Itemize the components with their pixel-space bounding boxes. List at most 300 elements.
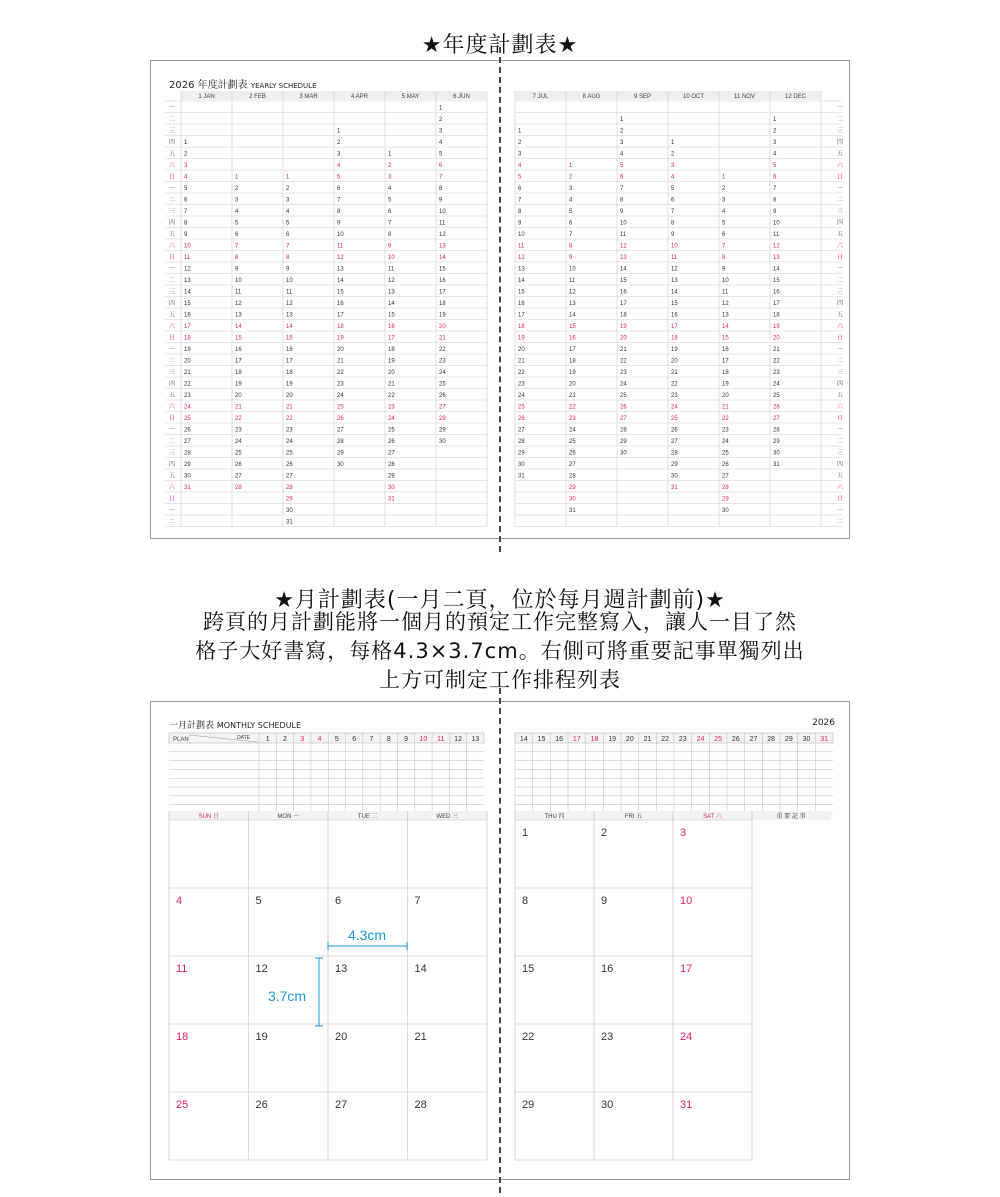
date-number: 2 xyxy=(620,128,624,135)
date-number: 13 xyxy=(439,243,446,250)
date-number: 23 xyxy=(569,416,576,422)
month-header: 11 NOV xyxy=(734,94,755,100)
date-number: 26 xyxy=(671,427,678,434)
date-number: 1 xyxy=(569,163,573,169)
plan-day: 23 xyxy=(678,736,687,743)
weekday-label: 三 xyxy=(169,209,176,215)
calendar-date: 21 xyxy=(414,1031,427,1043)
date-number: 7 xyxy=(620,186,624,192)
date-number: 25 xyxy=(337,404,344,411)
date-number: 25 xyxy=(286,450,293,457)
date-number: 17 xyxy=(620,301,627,307)
weekday-label: 日 xyxy=(169,335,176,342)
weekday-label: 日 xyxy=(169,496,176,503)
date-number: 13 xyxy=(671,278,678,284)
date-number: 31 xyxy=(518,473,525,480)
date-number: 9 xyxy=(722,266,726,273)
monthly-right-page xyxy=(503,702,848,1179)
date-number: 8 xyxy=(184,220,188,227)
date-number: 4 xyxy=(439,140,443,146)
date-number: 27 xyxy=(337,427,344,434)
date-number: 20 xyxy=(439,324,446,330)
date-number: 28 xyxy=(518,439,525,445)
weekday-label: 四 xyxy=(837,220,844,227)
notes-header: 重 要 記 事 xyxy=(776,814,806,820)
date-number: 9 xyxy=(518,220,522,227)
date-number: 18 xyxy=(773,312,780,319)
date-number: 19 xyxy=(388,358,395,365)
date-number: 8 xyxy=(569,243,573,250)
date-number: 5 xyxy=(235,220,239,227)
date-number: 19 xyxy=(671,347,678,353)
date-number: 25 xyxy=(518,404,525,411)
date-number: 13 xyxy=(388,289,395,296)
weekday-label: 二 xyxy=(837,278,844,284)
month-header: 7 JUL xyxy=(532,94,549,100)
date-number: 22 xyxy=(620,358,627,365)
date-number: 29 xyxy=(518,450,525,457)
date-number: 22 xyxy=(439,347,446,353)
date-number: 22 xyxy=(773,358,780,365)
date-number: 30 xyxy=(773,450,780,457)
weekday-label: 二 xyxy=(169,519,176,526)
date-number: 16 xyxy=(620,289,627,296)
date-number: 21 xyxy=(722,404,729,411)
calendar-date: 3 xyxy=(680,827,687,839)
date-number: 2 xyxy=(439,117,443,123)
date-number: 14 xyxy=(569,312,576,319)
monthly-year: 2026 xyxy=(812,718,835,728)
plan-day: 10 xyxy=(419,736,428,743)
date-number: 27 xyxy=(439,404,446,411)
plan-day: 13 xyxy=(471,736,480,743)
date-number: 6 xyxy=(518,186,522,192)
plan-day: 17 xyxy=(572,736,581,743)
date-number: 23 xyxy=(337,381,344,388)
date-number: 14 xyxy=(518,278,525,284)
date-number: 13 xyxy=(722,312,729,319)
date-number: 10 xyxy=(569,266,576,273)
date-number: 12 xyxy=(439,232,446,238)
date-number: 10 xyxy=(235,278,242,284)
date-number: 26 xyxy=(722,462,729,468)
date-number: 18 xyxy=(184,335,191,342)
date-number: 29 xyxy=(773,439,780,445)
date-number: 29 xyxy=(569,485,576,491)
weekday-label: 二 xyxy=(169,197,176,204)
date-number: 1 xyxy=(439,105,443,112)
date-number: 12 xyxy=(518,255,525,261)
desc-line-3: 上方可制定工作排程列表 xyxy=(379,668,621,692)
monthly-title-en: MONTHLY SCHEDULE xyxy=(216,721,302,730)
date-number: 12 xyxy=(337,255,344,261)
date-number: 7 xyxy=(569,232,573,238)
yearly-right-page xyxy=(503,61,848,538)
date-number: 26 xyxy=(773,404,780,411)
weekday-label: 一 xyxy=(837,266,844,273)
weekday-label: 日 xyxy=(837,174,844,181)
calendar-date: 2 xyxy=(601,827,608,839)
weekday-label: 六 xyxy=(837,485,844,491)
date-number: 2 xyxy=(235,186,239,192)
date-number: 6 xyxy=(722,232,726,238)
date-number: 24 xyxy=(439,370,446,376)
date-number: 1 xyxy=(773,117,777,123)
date-number: 15 xyxy=(722,335,729,342)
date-number: 4 xyxy=(518,163,522,169)
date-number: 21 xyxy=(518,358,525,365)
weekday-label: 二 xyxy=(837,117,844,123)
monthly-left-page xyxy=(151,702,496,1179)
plan-day: 15 xyxy=(537,736,546,743)
date-number: 14 xyxy=(671,289,678,296)
plan-day: 24 xyxy=(696,736,705,743)
date-number: 18 xyxy=(722,370,729,376)
date-number: 5 xyxy=(439,151,443,158)
date-number: 2 xyxy=(671,151,675,158)
date-number: 28 xyxy=(286,485,293,491)
date-number: 30 xyxy=(388,485,395,491)
date-number: 5 xyxy=(722,220,726,227)
month-header: 3 MAR xyxy=(299,94,318,100)
date-number: 11 xyxy=(184,255,191,261)
date-number: 14 xyxy=(722,324,729,330)
date-number: 12 xyxy=(671,266,678,273)
date-number: 30 xyxy=(722,508,729,514)
date-number: 27 xyxy=(773,416,780,422)
plan-day: 18 xyxy=(590,736,599,743)
date-number: 5 xyxy=(388,197,392,204)
date-number: 28 xyxy=(773,427,780,434)
date-number: 5 xyxy=(773,163,777,169)
weekday-header: TUE 二 xyxy=(357,814,378,820)
weekday-label: 六 xyxy=(837,243,844,250)
date-number: 7 xyxy=(671,209,675,215)
date-number: 19 xyxy=(235,381,242,388)
date-number: 8 xyxy=(388,232,392,238)
date-number: 3 xyxy=(773,140,777,146)
weekday-label: 一 xyxy=(169,347,176,353)
weekday-label: 五 xyxy=(169,312,176,319)
date-number: 27 xyxy=(286,473,293,480)
date-number: 23 xyxy=(620,370,627,376)
date-number: 11 xyxy=(235,289,242,296)
weekday-label: 四 xyxy=(837,301,844,307)
date-number: 23 xyxy=(773,370,780,376)
date-number: 25 xyxy=(388,427,395,434)
date-number: 7 xyxy=(388,220,392,227)
date-number: 1 xyxy=(286,174,290,181)
date-number: 17 xyxy=(235,358,242,365)
date-number: 31 xyxy=(569,508,576,514)
date-number: 4 xyxy=(671,174,675,181)
weekday-label: 三 xyxy=(837,289,844,296)
date-number: 18 xyxy=(518,324,525,330)
date-number: 10 xyxy=(337,232,344,238)
weekday-label: 四 xyxy=(837,462,844,468)
plan-day: 22 xyxy=(661,736,670,743)
date-number: 6 xyxy=(184,197,188,204)
weekday-label: 六 xyxy=(169,485,176,491)
date-number: 1 xyxy=(671,140,675,146)
plan-day: 27 xyxy=(749,736,758,743)
date-number: 20 xyxy=(286,393,293,399)
plan-day: 19 xyxy=(608,736,617,743)
date-number: 26 xyxy=(388,439,395,445)
weekday-label: 一 xyxy=(837,186,844,192)
desc-line-1: 跨頁的月計劃能將一個月的預定工作完整寫入，讓人一目了然 xyxy=(203,610,797,634)
date-number: 3 xyxy=(671,163,675,169)
date-number: 17 xyxy=(337,312,344,319)
date-number: 11 xyxy=(722,289,729,296)
date-number: 1 xyxy=(235,174,239,181)
calendar-date: 20 xyxy=(335,1031,348,1043)
plan-day: 26 xyxy=(731,736,740,743)
date-number: 26 xyxy=(286,462,293,468)
weekday-label: 日 xyxy=(169,255,176,261)
weekday-label: 三 xyxy=(169,450,176,457)
calendar-date: 23 xyxy=(601,1031,614,1043)
date-number: 25 xyxy=(235,450,242,457)
date-number: 14 xyxy=(620,266,627,273)
date-number: 22 xyxy=(518,370,525,376)
date-number: 12 xyxy=(235,301,242,307)
date-number: 8 xyxy=(286,255,290,261)
date-number: 25 xyxy=(439,381,446,388)
date-number: 1 xyxy=(722,174,726,181)
weekday-label: 六 xyxy=(837,404,844,411)
date-number: 28 xyxy=(620,427,627,434)
date-number: 7 xyxy=(184,209,188,215)
weekday-label: 二 xyxy=(837,439,844,445)
date-number: 13 xyxy=(518,266,525,273)
date-number: 24 xyxy=(773,381,780,388)
date-number: 9 xyxy=(620,209,624,215)
weekday-label: 日 xyxy=(837,416,844,422)
month-header: 5 MAY xyxy=(401,94,420,100)
date-number: 4 xyxy=(773,151,777,158)
month-header: 9 SEP xyxy=(633,94,652,100)
date-number: 6 xyxy=(388,209,392,215)
date-number: 6 xyxy=(773,174,777,181)
plan-day: 28 xyxy=(767,736,776,743)
weekday-label: 六 xyxy=(837,163,844,169)
calendar-date: 17 xyxy=(680,963,693,975)
date-number: 1 xyxy=(337,128,341,135)
date-number: 10 xyxy=(671,243,678,250)
date-number: 29 xyxy=(722,496,729,503)
date-number: 18 xyxy=(286,370,293,376)
date-number: 17 xyxy=(722,358,729,365)
date-number: 20 xyxy=(337,347,344,353)
date-number: 28 xyxy=(184,450,191,457)
weekday-label: 三 xyxy=(837,209,844,215)
weekday-label: 三 xyxy=(837,128,844,135)
weekday-label: 三 xyxy=(837,370,844,376)
date-number: 24 xyxy=(518,393,525,399)
date-number: 8 xyxy=(518,209,522,215)
date-number: 2 xyxy=(388,163,392,169)
calendar-date: 9 xyxy=(601,895,608,907)
date-number: 18 xyxy=(620,312,627,319)
plan-day: 30 xyxy=(802,736,811,743)
calendar-date: 13 xyxy=(335,963,348,975)
weekday-label: 四 xyxy=(169,301,176,307)
weekday-label: 五 xyxy=(837,151,844,158)
date-number: 29 xyxy=(337,450,344,457)
date-number: 14 xyxy=(773,266,780,273)
plan-day: 1 xyxy=(265,736,270,743)
date-number: 27 xyxy=(388,450,395,457)
weekday-label: 五 xyxy=(169,473,176,480)
date-number: 5 xyxy=(671,186,675,192)
date-number: 26 xyxy=(235,462,242,468)
date-number: 9 xyxy=(337,220,341,227)
date-number: 22 xyxy=(569,404,576,411)
weekday-label: 四 xyxy=(837,381,844,388)
date-number: 25 xyxy=(569,439,576,445)
weekday-label: 日 xyxy=(837,335,844,342)
calendar-date: 10 xyxy=(680,895,693,907)
weekday-label: 日 xyxy=(837,255,844,261)
date-number: 10 xyxy=(722,278,729,284)
date-number: 23 xyxy=(518,381,525,388)
date-number: 10 xyxy=(286,278,293,284)
date-number: 7 xyxy=(337,197,341,204)
date-number: 7 xyxy=(286,243,290,250)
weekday-header: WED 三 xyxy=(436,814,459,820)
calendar-date: 28 xyxy=(414,1099,427,1111)
date-number: 29 xyxy=(388,473,395,480)
date-number: 8 xyxy=(439,186,443,192)
date-number: 21 xyxy=(671,370,678,376)
date-number: 18 xyxy=(337,324,344,330)
date-number: 28 xyxy=(722,485,729,491)
date-number: 22 xyxy=(671,381,678,388)
yearly-section-title: ★年度計劃表★ xyxy=(421,33,579,58)
weekday-header: SUN 日 xyxy=(198,814,219,820)
weekday-label: 二 xyxy=(837,358,844,365)
plan-day: 21 xyxy=(643,736,652,743)
weekday-label: 五 xyxy=(837,473,844,480)
date-number: 3 xyxy=(184,163,188,169)
date-number: 13 xyxy=(286,312,293,319)
calendar-date: 5 xyxy=(255,895,262,907)
date-number: 3 xyxy=(235,197,239,204)
date-number: 3 xyxy=(620,140,624,146)
date-number: 12 xyxy=(620,243,627,250)
weekday-label: 日 xyxy=(837,496,844,503)
weekday-label: 二 xyxy=(169,117,176,123)
date-number: 20 xyxy=(518,347,525,353)
weekday-label: 三 xyxy=(169,289,176,296)
calendar-date: 15 xyxy=(522,963,535,975)
date-number: 10 xyxy=(773,220,780,227)
date-number: 15 xyxy=(235,335,242,342)
monthly-spread xyxy=(150,701,850,1180)
calendar-date: 1 xyxy=(522,827,529,839)
weekday-label: 四 xyxy=(169,220,176,227)
date-number: 12 xyxy=(286,301,293,307)
date-number: 13 xyxy=(235,312,242,319)
date-number: 2 xyxy=(337,140,341,146)
weekday-header: FRI 五 xyxy=(624,814,643,820)
weekday-label: 二 xyxy=(169,439,176,445)
date-number: 23 xyxy=(235,427,242,434)
date-number: 24 xyxy=(286,439,293,445)
date-number: 4 xyxy=(337,163,341,169)
date-number: 28 xyxy=(337,439,344,445)
date-number: 1 xyxy=(388,151,392,158)
date-number: 11 xyxy=(773,232,780,238)
date-number: 17 xyxy=(773,301,780,307)
weekday-label: 六 xyxy=(169,243,176,250)
date-number: 4 xyxy=(184,174,188,181)
date-number: 16 xyxy=(337,301,344,307)
date-number: 30 xyxy=(569,496,576,503)
weekday-label: 五 xyxy=(169,151,176,158)
date-number: 18 xyxy=(569,358,576,365)
calendar-date: 11 xyxy=(176,963,188,975)
weekday-label: 四 xyxy=(169,140,176,146)
date-number: 20 xyxy=(671,358,678,365)
date-number: 24 xyxy=(722,439,729,445)
weekday-header: THU 四 xyxy=(544,814,565,820)
date-number: 16 xyxy=(518,301,525,307)
date-number: 11 xyxy=(388,266,395,273)
weekday-label: 三 xyxy=(169,128,176,135)
date-number: 9 xyxy=(569,255,573,261)
date-number: 20 xyxy=(388,370,395,376)
date-number: 18 xyxy=(671,335,678,342)
calendar-date: 18 xyxy=(176,1031,189,1043)
calendar-date: 12 xyxy=(255,963,268,975)
calendar-date: 26 xyxy=(255,1099,268,1111)
date-number: 4 xyxy=(620,151,624,158)
date-number: 7 xyxy=(773,186,777,192)
date-number: 13 xyxy=(620,255,627,261)
date-number: 31 xyxy=(671,485,678,491)
calendar-date: 31 xyxy=(680,1099,693,1111)
date-number: 26 xyxy=(620,404,627,411)
date-number: 2 xyxy=(773,128,777,135)
month-header: 10 OCT xyxy=(682,94,705,100)
plan-label: PLAN xyxy=(173,737,189,743)
date-number: 19 xyxy=(518,335,525,342)
date-number: 18 xyxy=(439,301,446,307)
calendar-date: 24 xyxy=(680,1031,693,1043)
plan-day: 2 xyxy=(283,736,287,743)
calendar-date: 19 xyxy=(255,1031,268,1043)
date-number: 14 xyxy=(184,289,191,296)
calendar-date: 6 xyxy=(335,895,342,907)
weekday-label: 二 xyxy=(169,358,176,365)
date-number: 6 xyxy=(337,186,341,192)
date-number: 4 xyxy=(569,197,573,204)
weekday-header: SAT 六 xyxy=(703,814,722,820)
weekday-label: 五 xyxy=(169,393,176,399)
date-number: 7 xyxy=(439,174,443,181)
plan-day: 7 xyxy=(369,736,374,743)
date-number: 31 xyxy=(286,519,293,526)
date-number: 28 xyxy=(235,485,242,491)
desc-line-2: 格子大好書寫，每格4.3×3.7cm。右側可將重要記事單獨列出 xyxy=(195,639,805,663)
date-number: 15 xyxy=(569,324,576,330)
date-number: 8 xyxy=(671,220,675,227)
page-fold-2 xyxy=(499,688,501,1193)
date-number: 17 xyxy=(671,324,678,330)
weekday-label: 四 xyxy=(169,462,176,468)
